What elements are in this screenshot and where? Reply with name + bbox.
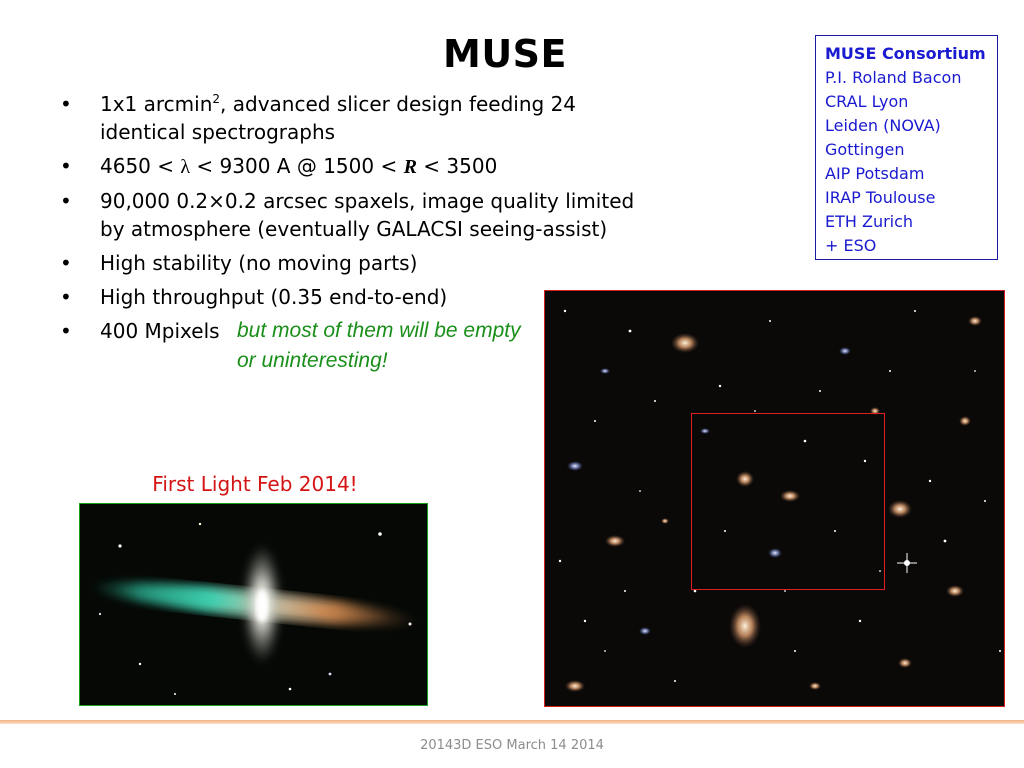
consortium-member: IRAP Toulouse [825,188,936,207]
bullet-text: 1x1 arcmin [100,92,213,116]
muse-field-outline [691,413,885,590]
bullet-text: < 3500 [416,154,498,178]
galaxy-graphic [80,504,428,706]
bullet-item: • 400 Mpixels [58,317,658,345]
consortium-heading: MUSE Consortium [825,44,986,63]
footer-text: 20143D ESO March 14 2014 [420,738,604,753]
bright-star [897,553,917,573]
bullet-item [58,152,658,181]
consortium-member: ETH Zurich [825,212,914,231]
bullet-text: < 9300 A @ 1500 < [190,154,404,178]
deep-field-image [544,290,1005,707]
bullet-item: • 90,000 0.2×0.2 arcsec spaxels, image quality limited by atmosphere (eventually GALACSI seeing-assist) [58,187,658,243]
consortium-member: CRAL Lyon [825,92,909,111]
first-light-galaxy-image [79,503,428,706]
bullet-text: 4650 < [100,154,181,178]
bullet-item [58,90,658,146]
bullet-item: • High stability (no moving parts) [58,249,658,277]
consortium-member: P.I. Roland Bacon [825,68,962,87]
slide-title: MUSE [443,32,567,76]
consortium-member: Gottingen [825,140,905,159]
consortium-member: + ESO [825,236,877,255]
footer-divider [0,720,1024,724]
note-text: but most of them will be empty or uninteresting! [237,319,521,372]
consortium-member: Leiden (NOVA) [825,116,941,135]
bullet-text: , advanced slicer design feeding 24 identical spectrographs [100,92,577,144]
bullet-item: • High throughput (0.35 end-to-end) [58,283,658,311]
resolution-symbol: R [403,156,417,178]
consortium-member: AIP Potsdam [825,164,925,183]
lambda-symbol: λ [180,156,191,178]
consortium-box [815,35,998,260]
superscript: 2 [212,92,221,106]
first-light-caption: First Light Feb 2014! [152,472,358,496]
